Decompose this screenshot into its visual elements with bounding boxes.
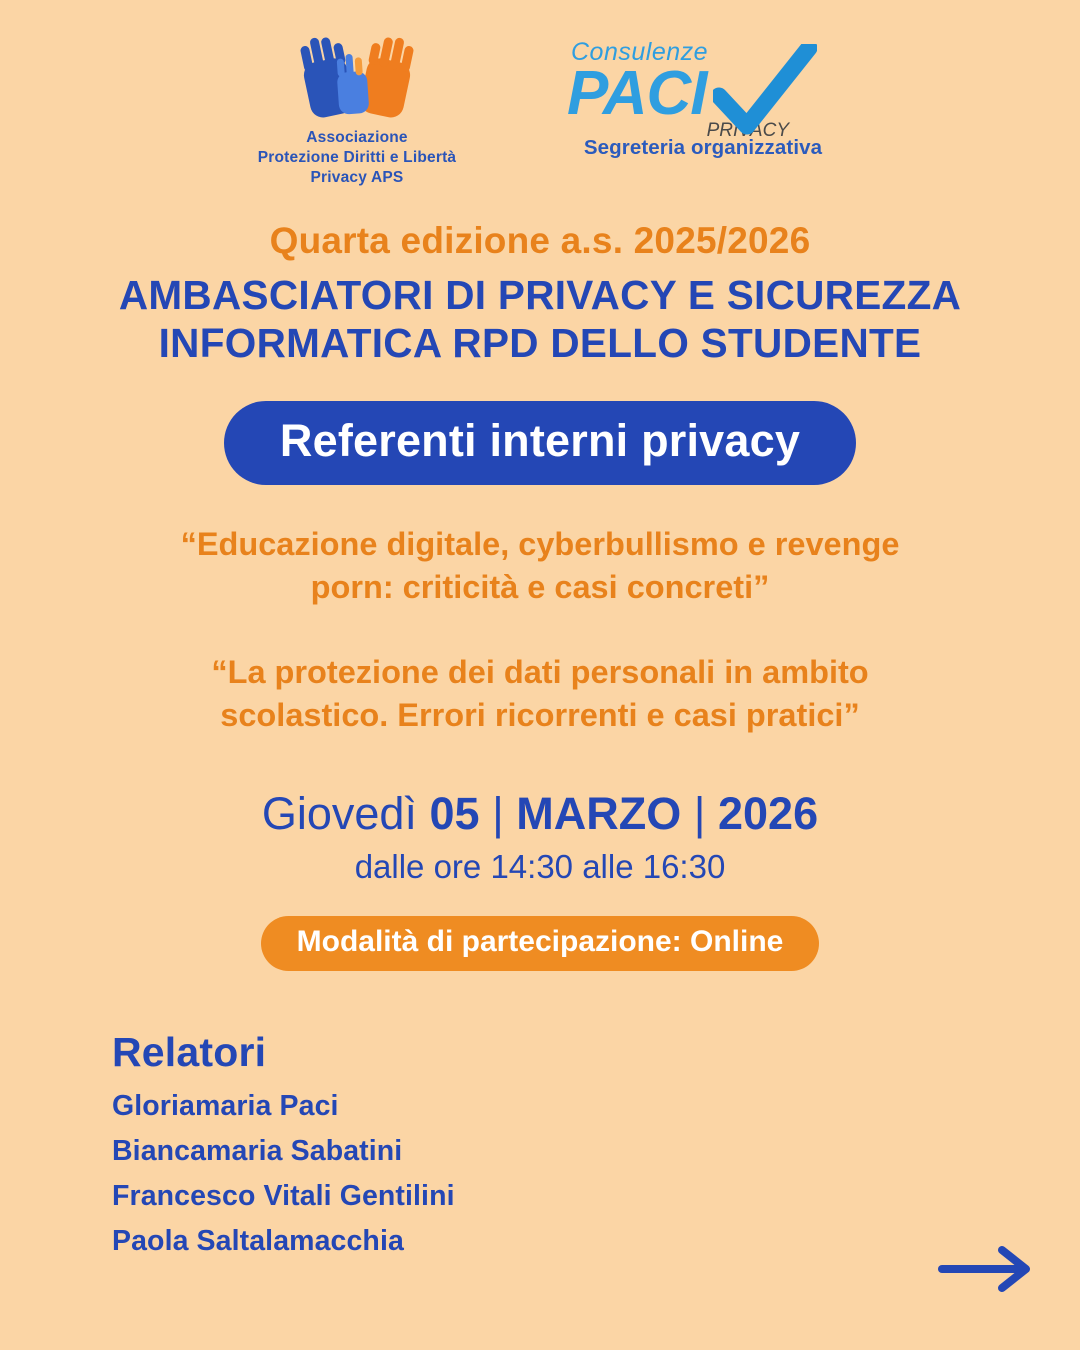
- badge-row-mode: [0, 916, 1080, 971]
- event-day: 05: [429, 787, 480, 839]
- list-item: Francesco Vitali Gentilini: [112, 1180, 455, 1213]
- quote-second-line-2: scolastico. Errori ricorrenti e casi pratici”: [220, 696, 860, 733]
- date-separator-1: |: [492, 787, 504, 839]
- page-title-line-1: AMBASCIATORI DI PRIVACY E SICUREZZA: [118, 272, 962, 319]
- event-month: MARZO: [516, 787, 682, 839]
- paci-name-text: PACI: [567, 59, 707, 128]
- logo-row: [0, 0, 1080, 188]
- quote-first-line-2: porn: criticità e casi concreti”: [310, 568, 770, 605]
- event-weekday: Giovedì: [261, 787, 417, 839]
- date-separator-2: |: [693, 787, 706, 839]
- speakers-title: Relatori: [112, 1029, 267, 1076]
- badge-row-primary: [0, 401, 1080, 485]
- quote-second-line-1: “La protezione dei dati personali in ambito: [211, 653, 869, 690]
- paci-privacy-text: PRIVACY: [706, 120, 789, 141]
- paci-subtitle: Segreteria organizzativa: [583, 135, 823, 159]
- apdl-line-3: Privacy APS: [310, 169, 404, 187]
- check-mark-icon: [713, 44, 817, 136]
- apdl-logo: [237, 34, 477, 188]
- event-date: [0, 789, 1080, 839]
- speakers-list: [112, 1090, 1080, 1258]
- apdl-line-1: Associazione: [306, 129, 408, 146]
- speakers-section: [0, 1029, 1080, 1258]
- event-time: dalle ore 14:30 alle 16:30: [354, 848, 726, 886]
- quote-second: [0, 651, 1080, 737]
- referenti-badge: Referenti interni privacy: [224, 401, 856, 485]
- list-item: Paola Saltalamacchia: [112, 1225, 404, 1258]
- paci-logo: [563, 34, 843, 160]
- edition-line: Quarta edizione a.s. 2025/2026: [269, 220, 811, 262]
- list-item: Biancamaria Sabatini: [112, 1135, 403, 1168]
- participation-mode-badge: Modalità di partecipazione: Online: [261, 916, 820, 971]
- quote-first-line-1: “Educazione digitale, cyberbullismo e revenge: [180, 525, 900, 562]
- apdl-logo-text: [237, 128, 477, 188]
- page-title-line-2: INFORMATICA RPD DELLO STUDENTE: [158, 320, 922, 367]
- apdl-line-2: Protezione Diritti e Libertà: [257, 149, 457, 167]
- arrow-right-icon[interactable]: [938, 1242, 1034, 1296]
- paci-consulenze-text: Consulenze: [571, 38, 709, 66]
- quote-first: [0, 523, 1080, 609]
- hands-logo-icon: [294, 34, 420, 122]
- event-year: 2026: [718, 787, 819, 839]
- page-title: [0, 272, 1080, 368]
- list-item: Gloriamaria Paci: [112, 1090, 339, 1123]
